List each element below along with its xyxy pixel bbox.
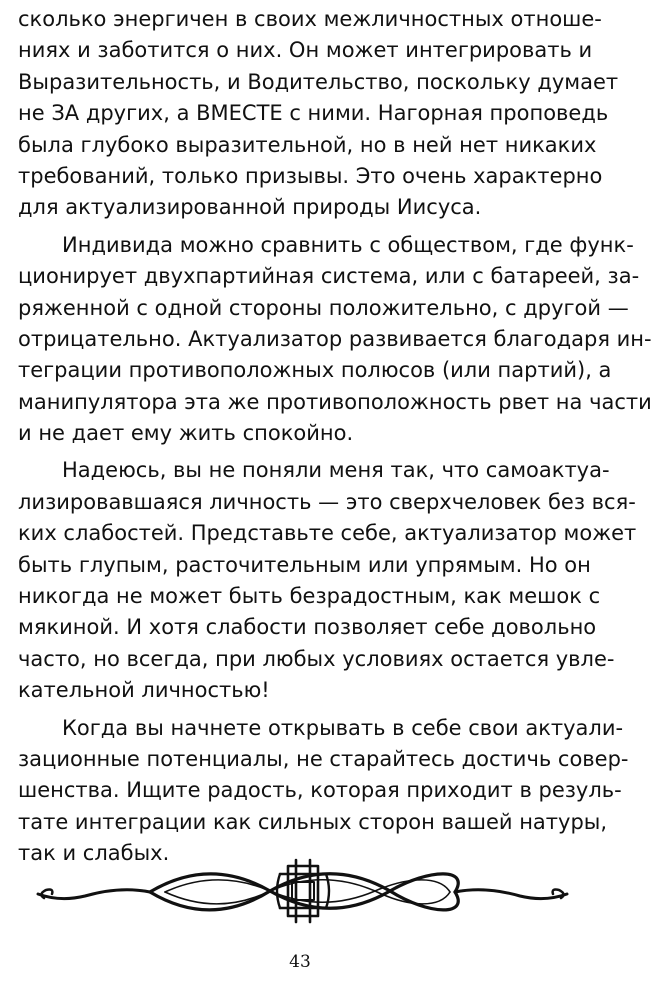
text-line: требований, только призывы. Это очень характерно <box>18 163 603 188</box>
text-line: отрицательно. Актуализатор развивается благодаря ин- <box>18 326 652 351</box>
text-line: мякиной. И хотя слабости позволяет себе довольно <box>18 615 597 640</box>
text-line: лизировавшаяся личность — это сверхчеловек без вся- <box>18 489 636 514</box>
text-line: никогда не может быть безрадостным, как мешок с <box>18 584 601 609</box>
text-body <box>18 4 652 870</box>
text-line: Индивида можно сравнить с обществом, где функ- <box>62 232 634 257</box>
text-line: не ЗА других, а ВМЕСТЕ с ними. Нагорная проповедь <box>18 101 609 126</box>
text-line: была глубоко выразительной, но в ней нет никаких <box>18 132 597 157</box>
text-line: так и слабых. <box>18 841 170 866</box>
text-line: Надеюсь, вы не поняли меня так, что самоактуа- <box>62 458 610 483</box>
paragraph <box>18 713 629 870</box>
text-line: теграции противоположных полюсов (или партий), а <box>18 358 612 383</box>
text-line: ких слабостей. Представьте себе, актуализатор может <box>18 521 637 546</box>
text-line: часто, но всегда, при любых условиях остается увле- <box>18 646 615 671</box>
text-line: шенства. Ищите радость, которая приходит в резуль- <box>18 778 622 803</box>
text-line: и не дает ему жить спокойно. <box>18 421 354 446</box>
text-line: Когда вы начнете открывать в себе свои актуали- <box>62 715 624 740</box>
text-line: ряженной с одной стороны положительно, с другой — <box>18 295 629 320</box>
paragraph <box>18 4 619 224</box>
paragraph <box>18 230 652 450</box>
knotwork-ornament-icon <box>30 858 575 924</box>
text-line: тате интеграции как сильных сторон вашей натуры, <box>18 809 608 834</box>
page-number: 43 <box>289 952 311 972</box>
text-line: манипулятора эта же противоположность рвет на части <box>18 389 652 414</box>
text-line: ционирует двухпартийная система, или с батареей, за- <box>18 264 640 289</box>
text-line: кательной личностью! <box>18 678 270 703</box>
text-line: для актуализированной природы Иисуса. <box>18 195 482 220</box>
page-body <box>18 4 652 870</box>
text-line: быть глупым, расточительным или упрямым. Но он <box>18 552 591 577</box>
paragraph <box>18 455 637 706</box>
text-line: зационные потенциалы, не старайтесь достичь совер- <box>18 746 629 771</box>
text-line: Выразительность, и Водительство, поскольку думает <box>18 69 619 94</box>
text-line: сколько энергичен в своих межличностных отноше- <box>18 7 602 31</box>
text-line: ниях и заботится о них. Он может интегрировать и <box>18 38 593 63</box>
